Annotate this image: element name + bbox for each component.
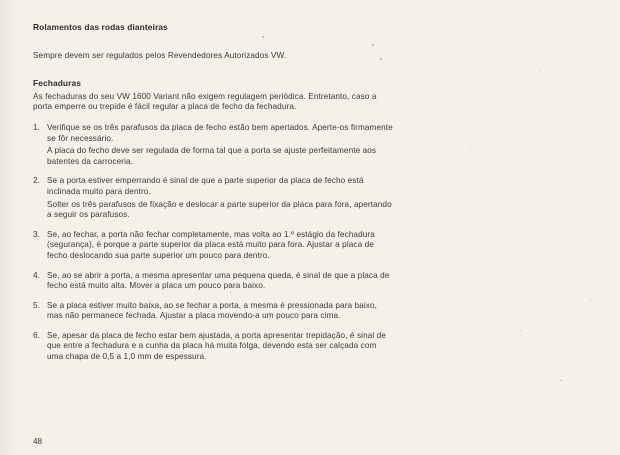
print-speck xyxy=(560,380,562,381)
heading-wheel-bearings: Rolamentos das rodas dianteiras xyxy=(33,22,168,32)
print-speck xyxy=(372,44,374,46)
item-number: 4. xyxy=(33,270,41,280)
item-number: 1. xyxy=(33,122,41,132)
print-speck xyxy=(262,36,264,38)
list-item xyxy=(33,123,393,167)
item-paragraph: Verifique se os três parafusos da placa de fecho estão bem apertados. Aperte-os firmamente se fôr necessário. xyxy=(47,122,393,143)
wheel-bearings-text: Sempre devem ser regulados pelos Revendedores Autorizados VW. xyxy=(33,50,287,60)
item-number: 6. xyxy=(33,330,41,340)
item-paragraph: Se, apesar da placa de fecho estar bem ajustada, a porta apresentar trepidação, é sinal de que entre a fechadura e a cunha da placa há muita folga, devendo esta ser calçada com uma chapa de 0,5 a 1,0 mm de espessura. xyxy=(47,330,386,362)
page-number: 48 xyxy=(33,437,43,446)
item-text xyxy=(47,271,393,292)
print-speck xyxy=(470,150,471,151)
item-paragraph: Se, ao se abrir a porta, a mesma apresentar uma pequena queda, é sinal de que a placa de fecho está muito alta. Mover a placa um pouco para baixo. xyxy=(47,270,390,291)
item-number: 2. xyxy=(33,176,41,186)
item-paragraph: Se a placa estiver muito baixa, ao se fechar a porta, a mesma é pressionada para baixo, mas não permanece fechada. Ajustar a placa movendo-a um pouco para cima. xyxy=(47,300,378,321)
heading-locks: Fechaduras xyxy=(33,78,82,89)
list-item xyxy=(33,331,393,363)
item-paragraph: Solter os três parafusos de fixação e deslocar a parte superior da placa para fora, apertando a seguir os parafusos. xyxy=(47,199,392,220)
item-paragraph: Se a porta estiver emperrando é sinal de que a parte superior da placa de fecho está inclinada muito para dentro. xyxy=(47,176,364,196)
item-text xyxy=(47,331,393,363)
list-item xyxy=(33,176,393,220)
item-text xyxy=(47,123,393,167)
item-number: 3. xyxy=(33,229,41,239)
item-paragraph: A placa do fecho deve ser regulada de forma tal que a porta se ajuste perfeitamente aos batentes da carroceria. xyxy=(47,146,377,166)
print-speck xyxy=(380,58,382,60)
text-column xyxy=(33,22,393,372)
list-item xyxy=(33,230,393,262)
print-speck xyxy=(150,300,151,301)
item-paragraph: Se, ao fechar, a porta não fechar completamente, mas volta ao 1.º estágio da fechadura (segurança), é porque a parte superior da placa está muito para fora. Ajustar a placa de fecho deslocando sua parte superior um pouco para dentro. xyxy=(47,229,375,260)
list-item xyxy=(33,301,393,322)
locks-intro: As fechaduras do seu VW 1600 Variant não exigem regulagem periódica. Entretanto, caso a porta emperre ou trepide é fácil regular a placa de fecho da fechadura. xyxy=(33,91,377,112)
print-speck xyxy=(590,300,591,301)
item-number: 5. xyxy=(33,300,41,310)
list-item xyxy=(33,271,393,292)
item-text xyxy=(47,176,393,220)
print-speck xyxy=(540,70,541,71)
item-text xyxy=(47,230,393,262)
print-speck xyxy=(230,292,232,293)
print-speck xyxy=(520,330,521,331)
instruction-list xyxy=(33,123,393,363)
item-text xyxy=(47,301,393,322)
